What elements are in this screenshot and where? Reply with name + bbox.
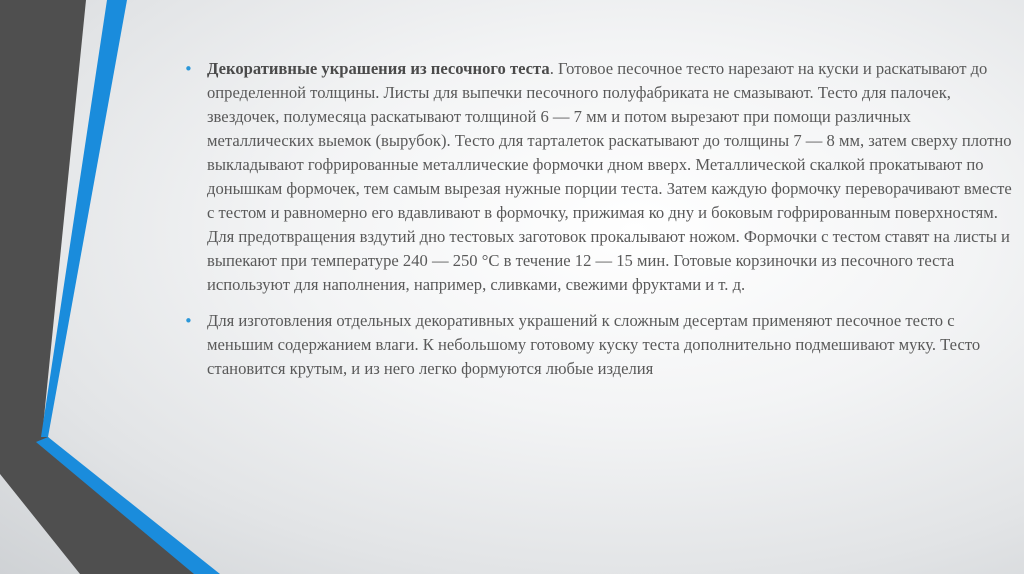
- bullet-1-text: . Готовое песочное тесто нарезают на куски и раскатывают до определенной толщины. Листы для выпечки песочного полуфабриката не смазывают. Тесто для палочек, звездочек, полумесяца раскатывают толщиной 6 — 7 мм и потом вырезают при помощи различных металлических выемок (вырубок). Тесто для тарталеток раскатывают до толщины 7 — 8 мм, затем сверху плотно выкладывают гофрированные металлические формочки дном вверх. Металлической скалкой прокатывают по донышкам формочек, тем самым вырезая нужные порции теста. Затем каждую формочку переворачивают вместе с тестом и равномерно его вдавливают в формочку, прижимая ко дну и боковым гофрированным поверхностям. Для предотвращения вздутий дно тестовых заготовок прокалывают ножом. Формочки с тестом ставят на листы и выпекают при температуре 240 — 250 °С в течение 12 — 15 мин. Готовые корзиночки из песочного теста используют для наполнения, например, сливками, свежими фруктами и т. д.: [207, 59, 1012, 294]
- bullet-dot-icon: •: [184, 60, 193, 78]
- bullet-paragraph-1: [184, 57, 1014, 297]
- bullet-1-heading: Декоративные украшения из песочного теста: [207, 59, 550, 78]
- bullet-dot-icon: •: [184, 312, 193, 330]
- bullet-paragraph-2: [184, 309, 1014, 381]
- bullet-2-text: Для изготовления отдельных декоративных украшений к сложным десертам применяют песочное тесто с меньшим содержанием влаги. К небольшому готовому куску теста дополнительно подмешивают муку. Тесто становится крутым, и из него легко формуются любые изделия: [207, 311, 981, 378]
- slide-body: [184, 57, 1014, 393]
- gray-stripe-upper: [0, 0, 86, 437]
